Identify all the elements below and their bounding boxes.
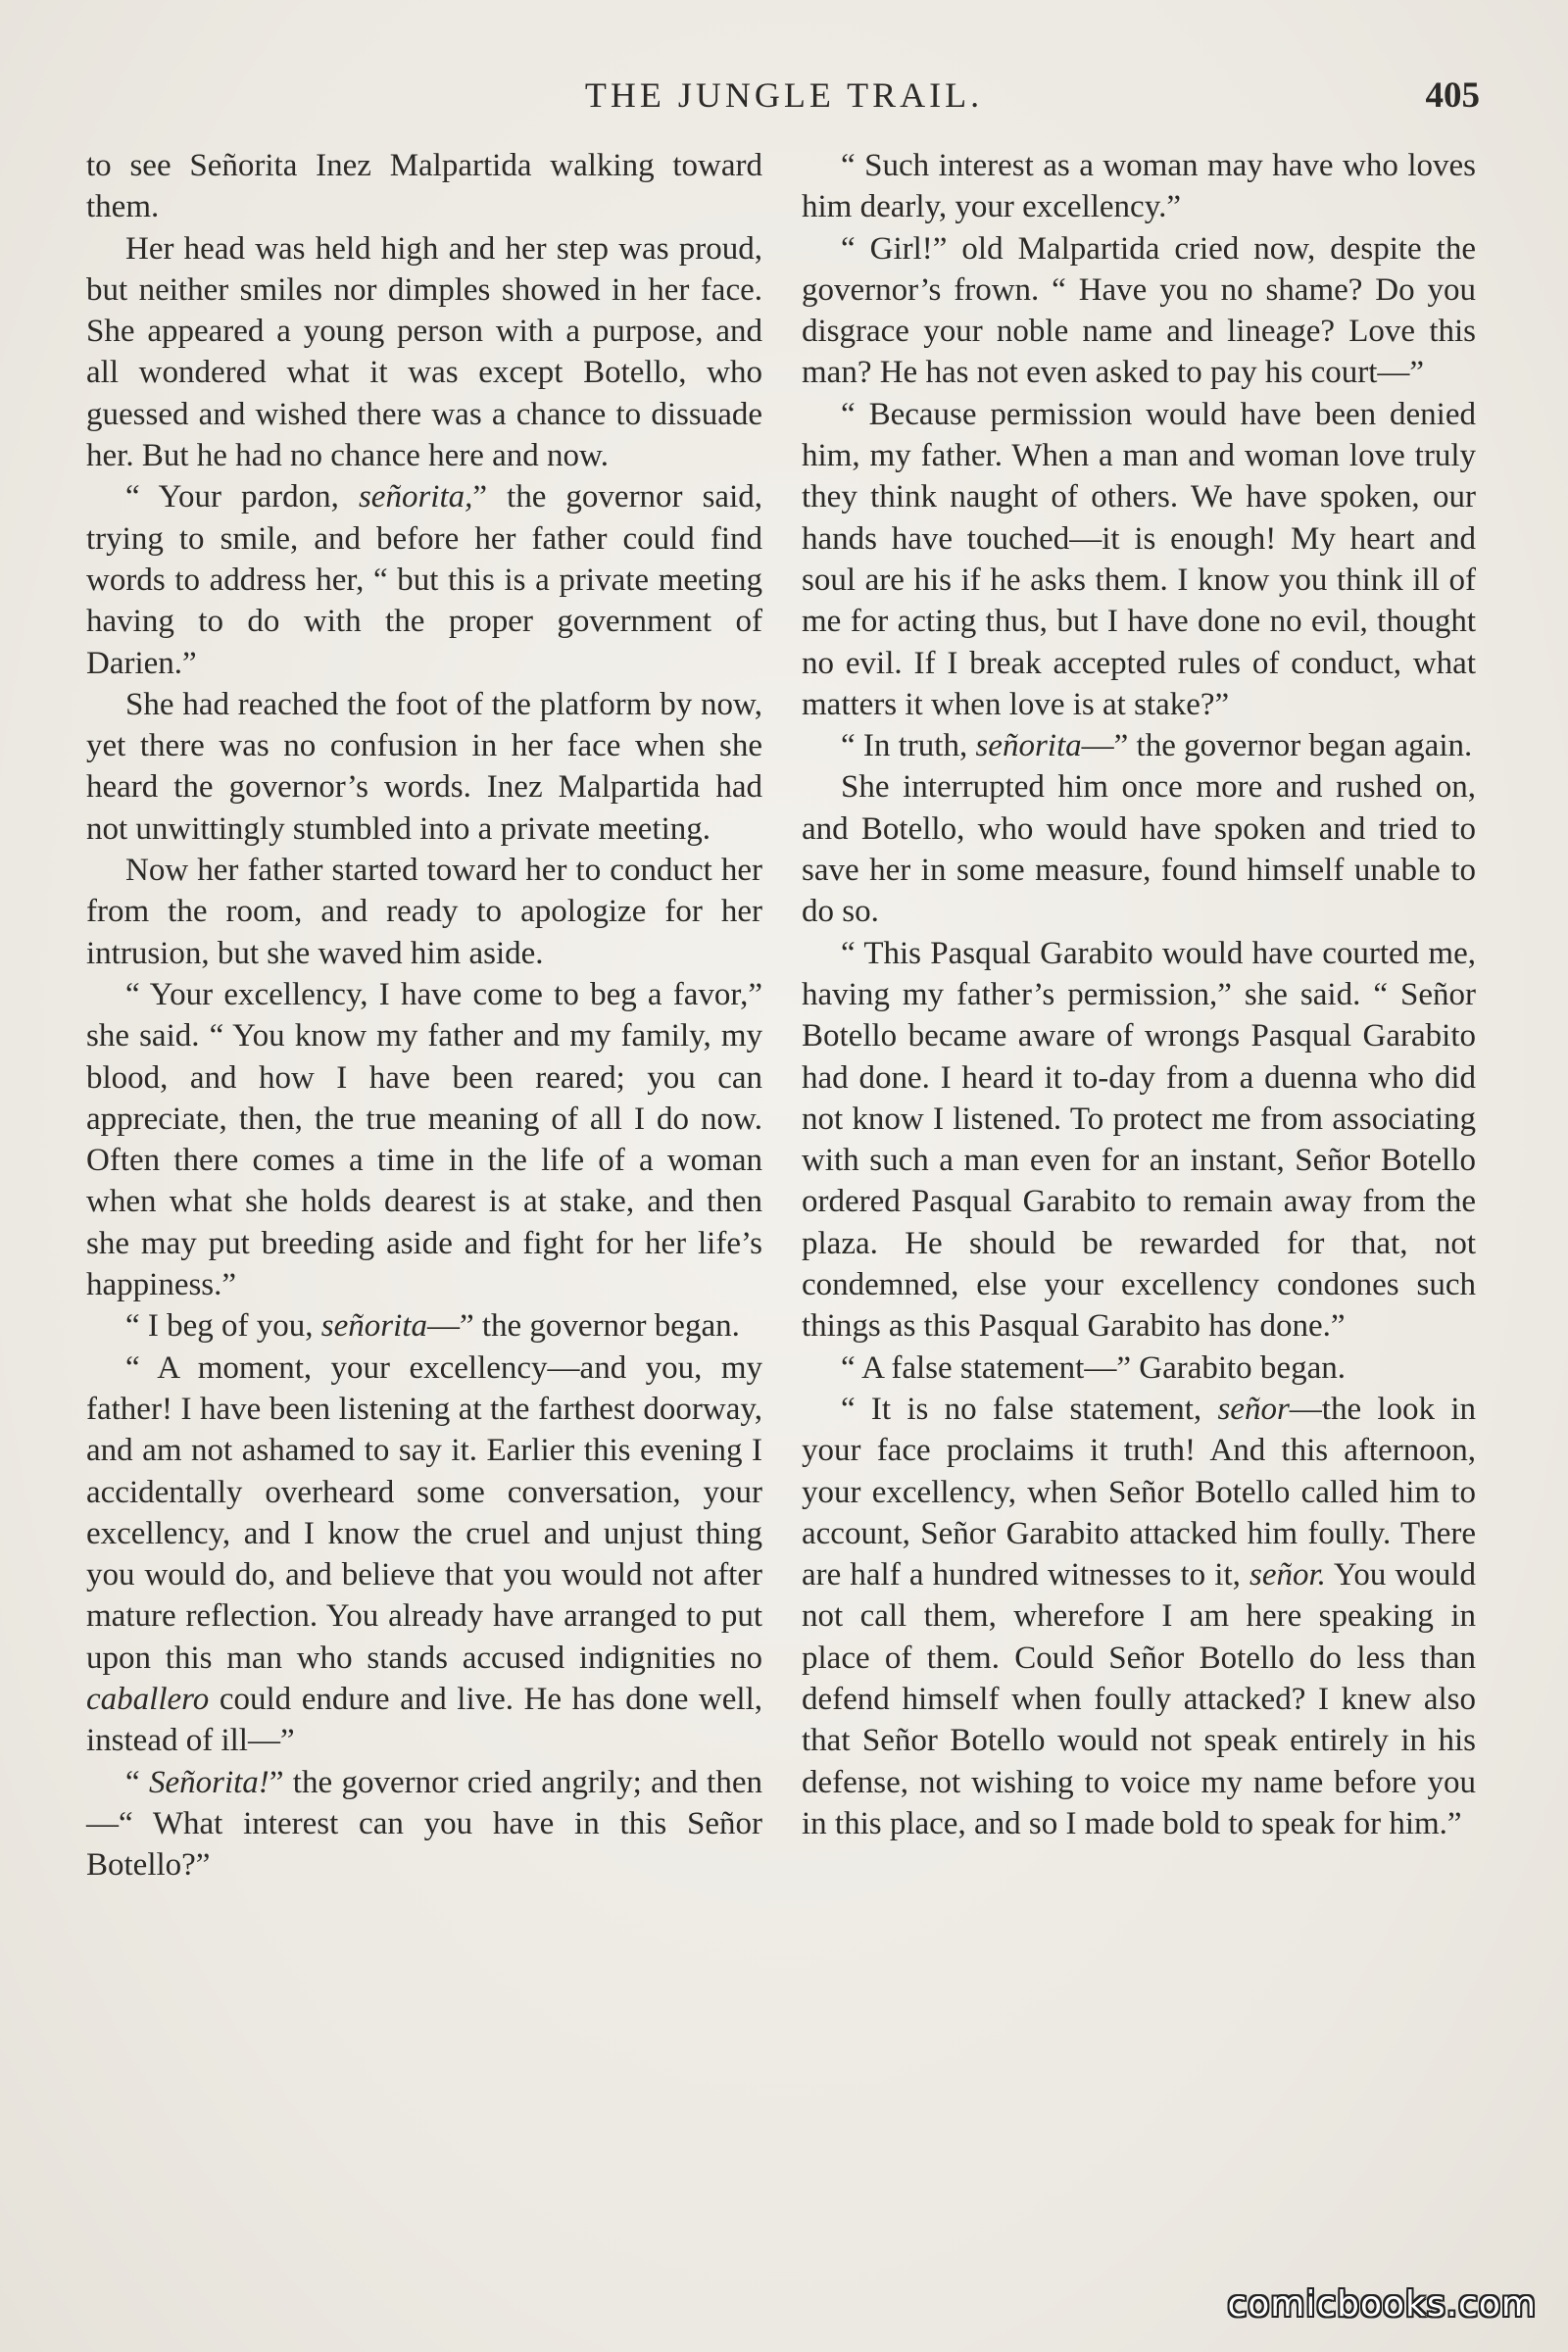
text-run: —” the governor began again. (1081, 728, 1473, 764)
page-number: 405 (1425, 75, 1480, 116)
italic-text: señorita, (358, 479, 473, 515)
right-text-column (802, 145, 1476, 1844)
text-run: Now her father started toward her to conduct her from the room, and ready to apologize for her intrusion, but she waved him aside. (86, 853, 762, 971)
paragraph (802, 933, 1476, 1348)
italic-text: señor (1217, 1391, 1290, 1427)
paragraph (802, 228, 1476, 394)
text-run: She interrupted him once more and rushed on, and Botello, who would have spoken and tried to save her in some measure, found himself unable to do so. (802, 769, 1476, 930)
running-title: THE JUNGLE TRAIL. (584, 75, 984, 115)
text-run: “ (125, 1764, 149, 1800)
paragraph (802, 1389, 1476, 1844)
text-run: “ Because permission would have been denied him, my father. When a man and woman love truly they think naught of others. We have spoken, our hands have touched—it is enough! My heart and soul are his if he asks them. I know you think ill of me for acting thus, but I have done no evil, thought no evil. If I break accepted rules of conduct, what matters it when love is at stake?” (802, 396, 1476, 722)
text-run: “ A false statement—” Garabito began. (841, 1349, 1346, 1386)
italic-text: señor. (1250, 1557, 1326, 1593)
text-run: —” the governor began. (426, 1308, 740, 1345)
text-run: Her head was held high and her step was proud, but neither smiles nor dimples showed in her face. She appeared a young person with a purpose, and all wondered what it was except Botello, who guessed and wished there was a chance to dissuade her. But he had no chance here and now. (86, 230, 762, 474)
text-run: “ It is no false statement, (841, 1391, 1218, 1427)
italic-text: señorita (975, 728, 1082, 764)
paragraph (86, 1762, 762, 1886)
text-run: “ In truth, (841, 728, 976, 764)
paragraph (802, 1348, 1476, 1389)
text-run: “ A moment, your excellency—and you, my father! I have been listening at the farthest doorway, and am not ashamed to say it. Earlier this evening I accidentally overheard some conversation, your excellency, and I know the cruel and unjust thing you would do, and believe that you would not after mature reflection. You already have arranged to put upon this man who stands accused indignities no (86, 1349, 762, 1676)
italic-text: caballero (86, 1681, 210, 1717)
paragraph (802, 394, 1476, 725)
text-run: ” the governor cried angrily; and then—“ What interest can you have in this Señor Botello?” (86, 1764, 762, 1884)
left-text-column (86, 145, 762, 1886)
paragraph (86, 1305, 762, 1347)
watermark-logo: comicbooks.com (1227, 2284, 1537, 2325)
paragraph (802, 725, 1476, 766)
paragraph (86, 1348, 762, 1762)
paragraph (86, 228, 762, 477)
text-run: She had reached the foot of the platform by now, yet there was no confusion in her face when she heard the governor’s words. Inez Malpartida had not unwittingly stumbled into a private meeting. (86, 686, 762, 847)
text-run: “ This Pasqual Garabito would have courted me, having my father’s permission,” she said. “ Señor Botello became aware of wrongs Pasqual Garabito had done. I heard it to-day from a duenna who did not know I listened. To protect me from associating with such a man even for an instant, Señor Botello ordered Pasqual Garabito to remain away from the plaza. He should be rewarded for that, not condemned, else your excellency condones such things as this Pasqual Garabito has done.” (802, 935, 1476, 1345)
italic-text: Señorita! (148, 1764, 270, 1800)
running-head (0, 71, 1568, 120)
text-run: “ Girl!” old Malpartida cried now, despite the governor’s frown. “ Have you no shame? Do you disgrace your noble name and lineage? Love this man? He has not even asked to pay his court—” (802, 230, 1476, 391)
paragraph (86, 974, 762, 1305)
italic-text: señorita (320, 1308, 427, 1345)
paragraph (86, 684, 762, 850)
paragraph (86, 476, 762, 683)
text-run: could endure and live. He has done well, instead of ill—” (86, 1681, 762, 1759)
text-run: “ I beg of you, (125, 1308, 321, 1345)
paragraph (86, 850, 762, 974)
paragraph (802, 766, 1476, 932)
text-run: “ Your pardon, (125, 479, 359, 515)
text-run: You would not call them, wherefore I am here speaking in place of them. Could Señor Botello do less than defend himself when foully attacked? I knew also that Señor Botello would not speak entirely in his defense, not wishing to voice my name before you in this place, and so I made bold to speak for him.” (802, 1557, 1476, 1841)
text-run: “ Such interest as a woman may have who loves him dearly, your excellency.” (802, 148, 1476, 225)
text-run: “ Your excellency, I have come to beg a favor,” she said. “ You know my father and my family, my blood, and how I have been reared; you can appreciate, then, the true meaning of all I do now. Often there comes a time in the life of a woman when what she holds dearest is at stake, and then she may put breeding aside and fight for her life’s happiness.” (86, 976, 762, 1303)
paragraph (802, 145, 1476, 228)
paragraph (86, 145, 762, 228)
text-run: to see Señorita Inez Malpartida walking toward them. (86, 148, 762, 225)
text-run: ” the governor said, trying to smile, and before her father could find words to address her, “ but this is a private meeting having to do with the proper government of Darien.” (86, 479, 762, 681)
text-run: —the look in your face proclaims it truth! And this afternoon, your excellency, when Señor Botello called him to account, Señor Garabito attacked him foully. There are half a hundred witnesses to it, (802, 1391, 1476, 1593)
